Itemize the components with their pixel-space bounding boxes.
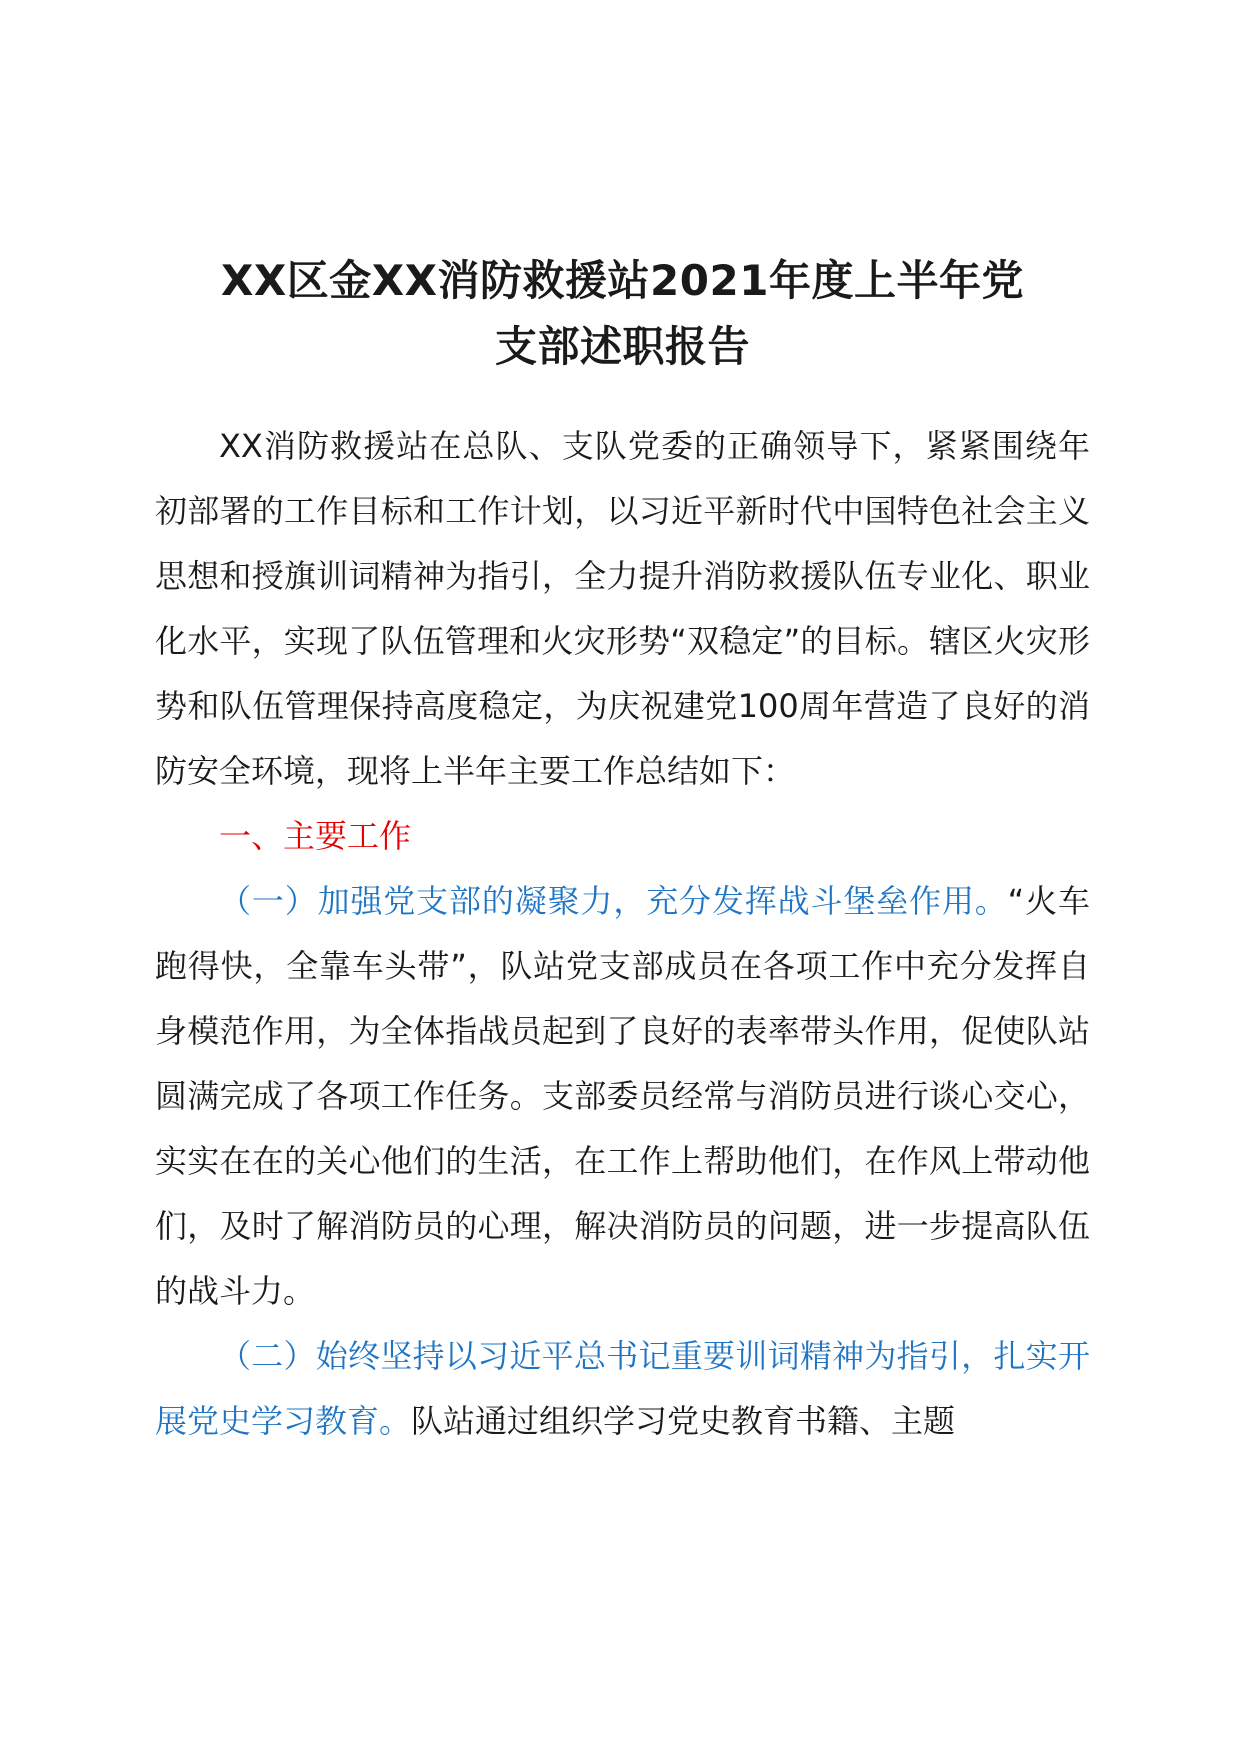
document-title — [155, 248, 1090, 380]
subsection-1-body: “火车跑得快，全靠车头带”，队站党支部成员在各项工作中充分发挥自身模范作用，为全体指战员起到了良好的表率带头作用，促使队站圆满完成了各项工作任务。支部委员经常与消防员进行谈心交心，实实在在的关心他们的生活，在工作上帮助他们，在作风上带动他们，及时了解消防员的心理，解决消防员的问题，进一步提高队伍的战斗力。 — [155, 882, 1090, 1310]
subsection-2-paragraph — [155, 1324, 1090, 1454]
section-heading-main-work: 一、主要工作 — [219, 817, 412, 855]
subsection-2-body: 队站通过组织学习党史教育书籍、主题 — [411, 1402, 956, 1440]
title-line-1: XX区金XX消防救援站2021年度上半年党 — [221, 256, 1024, 305]
subsection-1-heading: （一）加强党支部的凝聚力，充分发挥战斗堡垒作用。 — [219, 882, 1008, 920]
document-body — [155, 414, 1090, 1454]
subsection-2-heading: （二）始终坚持以习近平总书记重要训词精神为指引，扎实开展党史学习教育。 — [155, 1337, 1090, 1440]
intro-paragraph: XX消防救援站在总队、支队党委的正确领导下，紧紧围绕年初部署的工作目标和工作计划，以习近平新时代中国特色社会主义思想和授旗训词精神为指引，全力提升消防救援队伍专业化、职业化水平，实现了队伍管理和火灾形势“双稳定”的目标。辖区火灾形势和队伍管理保持高度稳定，为庆祝建党100周年营造了良好的消防安全环境，现将上半年主要工作总结如下： — [155, 427, 1090, 790]
subsection-1-paragraph — [155, 869, 1090, 1324]
document-page — [155, 248, 1090, 1454]
title-line-2: 支部述职报告 — [494, 322, 750, 371]
